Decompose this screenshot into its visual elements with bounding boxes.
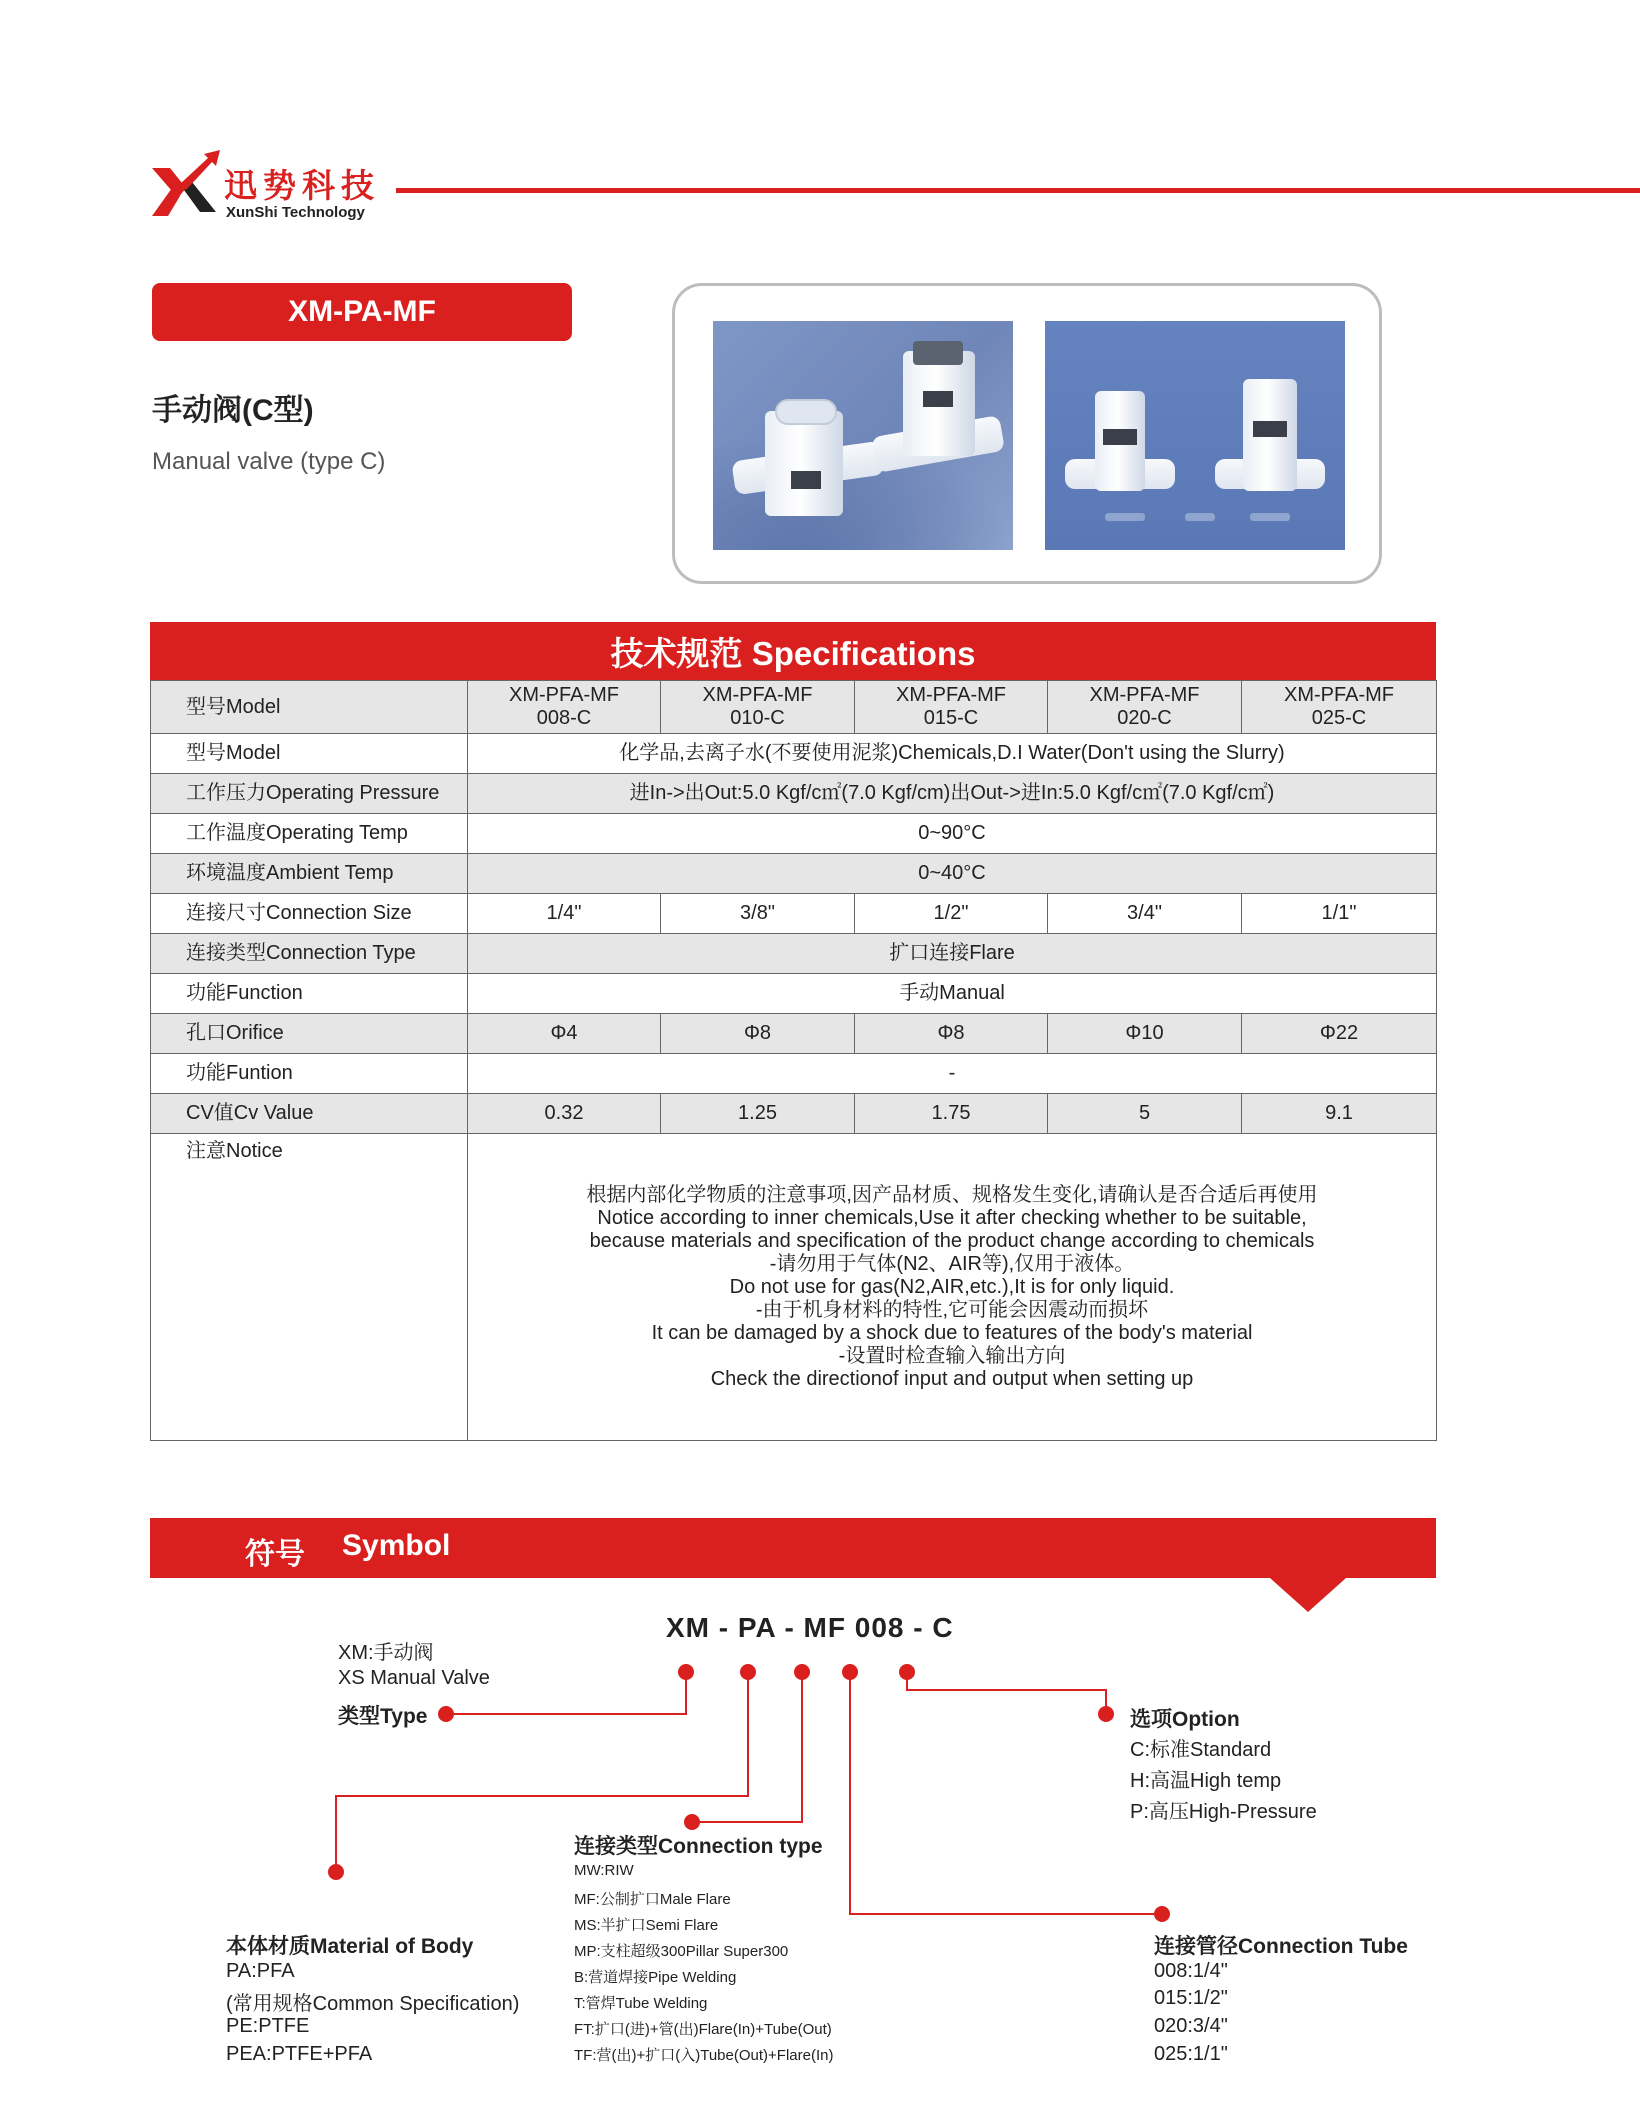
product-title-cn: 手动阀(C型) [152, 394, 314, 427]
connection-type-item: MW:RIW [574, 1862, 634, 1879]
model-cell: XM-PFA-MF 008-C [468, 681, 661, 734]
symbol-code: XM - PA - MF 008 - C [666, 1612, 954, 1643]
notice-line: -由于机身材料的特性,它可能会因震动而损坏 [755, 1298, 1149, 1321]
xm-label-cn: XM:手动阀 [338, 1642, 434, 1664]
spec-table-header: 技术规范 Specifications [150, 622, 1436, 680]
connection-tube-item: 020:3/4" [1154, 2015, 1228, 2037]
spec-value: 1/2" [855, 894, 1048, 934]
spec-label: 连接类型Connection Type [151, 934, 468, 974]
spec-value: 0.32 [468, 1094, 661, 1134]
spec-value: Φ22 [1242, 1014, 1437, 1054]
spec-value: - [468, 1054, 1437, 1094]
notice-line: 根据内部化学物质的注意事项,因产品材质、规格发生变化,请确认是否合适后再使用 [586, 1183, 1318, 1206]
spec-value: 化学品,去离子水(不要使用泥浆)Chemicals,D.I Water(Don't using the Slurry) [468, 734, 1437, 774]
xm-label-en: XS Manual Valve [338, 1667, 490, 1689]
notice-line: Check the directionof input and output when setting up [710, 1367, 1194, 1390]
symbol-title-cn: 符号 [245, 1538, 305, 1571]
model-cell: XM-PFA-MF 020-C [1048, 681, 1242, 734]
spec-value: 0~90°C [468, 814, 1437, 854]
connection-tube-title: 连接管径Connection Tube [1154, 1935, 1408, 1958]
spec-value: 1/1" [1242, 894, 1437, 934]
spec-value: 扩口连接Flare [468, 934, 1437, 974]
spec-value: Φ10 [1048, 1014, 1242, 1054]
connection-type-item: MS:半扩口Semi Flare [574, 1917, 719, 1934]
spec-value: Φ4 [468, 1014, 661, 1054]
spec-value: 3/8" [661, 894, 855, 934]
connection-type-item: B:营道焊接Pipe Welding [574, 1969, 737, 1986]
notice-line: It can be damaged by a shock due to features of the body's material [651, 1321, 1253, 1344]
option-item: H:高温High temp [1130, 1770, 1282, 1792]
body-material-item: (常用规格Common Specification) [226, 1993, 520, 2015]
spec-value: 1.75 [855, 1094, 1048, 1134]
spec-label: CV值Cv Value [151, 1094, 468, 1134]
spec-value: Φ8 [855, 1014, 1048, 1054]
spec-label: 连接尺寸Connection Size [151, 894, 468, 934]
spec-value: 进In->出Out:5.0 Kgf/c㎡(7.0 Kgf/cm)出Out->进In:5.0 Kgf/c㎡(7.0 Kgf/c㎡) [468, 774, 1437, 814]
connection-type-item: T:管焊Tube Welding [574, 1995, 708, 2012]
connection-tube-item: 008:1/4" [1154, 1960, 1228, 1982]
connection-type-item: MF:公制扩口Male Flare [574, 1891, 731, 1908]
model-cell: XM-PFA-MF 025-C [1242, 681, 1437, 734]
spec-value: 1.25 [661, 1094, 855, 1134]
connection-type-item: TF:营(出)+扩口(入)Tube(Out)+Flare(In) [574, 2047, 834, 2064]
spec-label: 环境温度Ambient Temp [151, 854, 468, 894]
brand-name-en: XunShi Technology [226, 204, 365, 221]
notice-line: Notice according to inner chemicals,Use it after checking whether to be suitable, [597, 1206, 1307, 1229]
symbol-title-en: Symbol [342, 1529, 451, 1562]
body-material-title: 本体材质Material of Body [226, 1935, 474, 1958]
product-title-en: Manual valve (type C) [152, 448, 386, 475]
option-title: 选项Option [1130, 1708, 1240, 1731]
spec-label: 型号Model [151, 681, 468, 734]
spec-value: 3/4" [1048, 894, 1242, 934]
spec-label: 工作温度Operating Temp [151, 814, 468, 854]
spec-label: 功能Funtion [151, 1054, 468, 1094]
connection-tube-item: 015:1/2" [1154, 1987, 1228, 2009]
notice-line: -请勿用于气体(N2、AIR等),仅用于液体。 [769, 1252, 1135, 1275]
type-label: 类型Type [338, 1705, 428, 1728]
spec-label: 注意Notice [151, 1134, 468, 1441]
option-item: C:标准Standard [1130, 1739, 1272, 1761]
notice-line: because materials and specification of the product change according to chemicals [589, 1229, 1315, 1252]
spec-value: 0~40°C [468, 854, 1437, 894]
spec-label: 型号Model [151, 734, 468, 774]
body-material-item: PEA:PTFE+PFA [226, 2043, 373, 2065]
notice-line: Do not use for gas(N2,AIR,etc.),It is for only liquid. [729, 1275, 1175, 1298]
model-tag: XM-PA-MF [152, 283, 572, 341]
brand-name-cn: 迅势科技 [224, 166, 380, 205]
spec-label: 工作压力Operating Pressure [151, 774, 468, 814]
notice-line: -设置时检查输入输出方向 [838, 1344, 1066, 1367]
model-cell: XM-PFA-MF 015-C [855, 681, 1048, 734]
spec-value: 9.1 [1242, 1094, 1437, 1134]
spec-label: 功能Function [151, 974, 468, 1014]
connection-type-item: MP:支柱超级300Pillar Super300 [574, 1943, 789, 1960]
model-cell: XM-PFA-MF 010-C [661, 681, 855, 734]
connection-type-title: 连接类型Connection type [574, 1835, 823, 1858]
spec-value: Φ8 [661, 1014, 855, 1054]
option-item: P:高压High-Pressure [1130, 1801, 1317, 1823]
spec-label: 孔口Orifice [151, 1014, 468, 1054]
spec-value: 手动Manual [468, 974, 1437, 1014]
connection-tube-item: 025:1/1" [1154, 2043, 1228, 2065]
body-material-item: PA:PFA [226, 1960, 295, 1982]
connection-type-item: FT:扩口(进)+管(出)Flare(In)+Tube(Out) [574, 2021, 832, 2038]
spec-value: 5 [1048, 1094, 1242, 1134]
spec-value: 1/4" [468, 894, 661, 934]
body-material-item: PE:PTFE [226, 2015, 310, 2037]
